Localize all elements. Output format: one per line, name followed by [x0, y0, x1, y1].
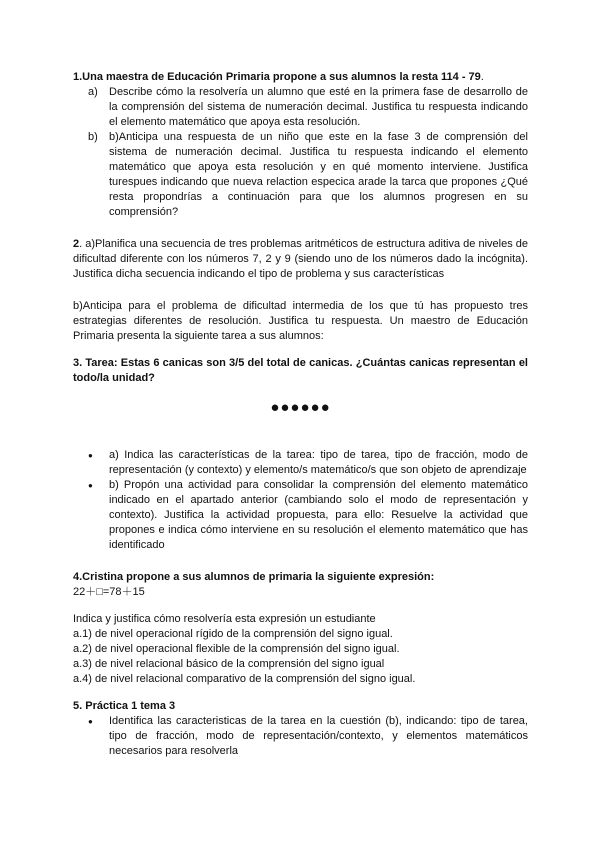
document-page [73, 70, 528, 759]
question-1 [73, 70, 528, 220]
question-3 [73, 356, 528, 553]
question-4-intro: Indica y justifica cómo resolvería esta expresión un estudiante [73, 613, 376, 625]
question-5-title: 5. Práctica 1 tema 3 [73, 700, 176, 712]
question-5-bullet: ● Identifica las caracteristicas de la tarea en la cuestión (b), indicando: tipo de tarea, tipo de fracción, modo de representación/contexto, y elementos matemáticos necesarios para resolverla [109, 714, 528, 759]
question-5-bullets [73, 714, 528, 759]
question-1-items [73, 85, 528, 220]
question-4-title: 4.Cristina propone a sus alumnos de primaria la siguiente expresión: [73, 571, 435, 583]
marbles-figure: ●●●●●● [270, 399, 331, 416]
question-1-item-b: b) b)Anticipa una respuesta de un niño que este en la fase 3 de comprensión del sistema de numeración decimal. Justifica tu respuesta indicando el elemento matemático que apoya esta resolución y en qué momento interviene. Justifica turespues indicando que nueva relaction especica arade la tarca que propones ¿Qué resta propondrías a continuación para que los alumnos progresen en su comprensión? [88, 131, 528, 218]
question-3-bullets [73, 448, 528, 553]
question-4-expression: 22＋□=78＋15 [73, 586, 145, 598]
question-4-item: a.4) de nivel relacional comparativo de la comprensión del signo igual. [73, 673, 416, 685]
question-3-bullet-b: ● b) Propón una actividad para consolidar la comprensión del elemento matemático indicado en el apartado anterior (cambiando solo el modo de representación y contexto). Justifica la actividad propuesta, para ello: Resuelve la actividad que propones e indica cómo interviene en su resolución el elemento matemático que has identificado [109, 478, 528, 553]
question-2-part-a: 2. a)Planifica una secuencia de tres problemas aritméticos de estructura aditiva de niveles de dificultad diferente con los números 7, 2 y 9 (siendo uno de los números dado la incógnita). Justifica dicha secuencia indicando el tipo de problema y sus características [73, 238, 528, 280]
question-1-title: 1.Una maestra de Educación Primaria propone a sus alumnos la resta 114 - 79. [73, 71, 484, 83]
question-3-bullet-a: ● a) Indica las características de la tarea: tipo de tarea, tipo de fracción, modo de representación (y contexto) y elemento/s matemático/s que son objeto de aprendizaje [109, 448, 528, 478]
question-4 [73, 570, 528, 687]
question-4-item: a.3) de nivel relacional básico de la comprensión del signo igual [73, 658, 385, 670]
question-2 [73, 237, 528, 344]
question-5 [73, 699, 528, 759]
question-2-part-b: b)Anticipa para el problema de dificultad intermedia de los que tú has propuesto tres estrategias diferentes de resolución. Justifica tu respuesta. Un maestro de Educación Primaria presenta la siguiente tarea a sus alumnos: [73, 300, 528, 342]
question-3-title: 3. Tarea: Estas 6 canicas son 3/5 del total de canicas. ¿Cuántas canicas representan el todo/la unidad? [73, 357, 528, 384]
question-4-item: a.1) de nivel operacional rígido de la comprensión del signo igual. [73, 628, 393, 640]
question-1-item-a: a) Describe cómo la resolvería un alumno que esté en la primera fase de desarrollo de la comprensión del sistema de numeración decimal. Justifica tu respuesta indicando el elemento matemático que apoya esta resolución. [88, 86, 528, 128]
question-4-item: a.2) de nivel operacional flexible de la comprensión del signo igual. [73, 643, 400, 655]
